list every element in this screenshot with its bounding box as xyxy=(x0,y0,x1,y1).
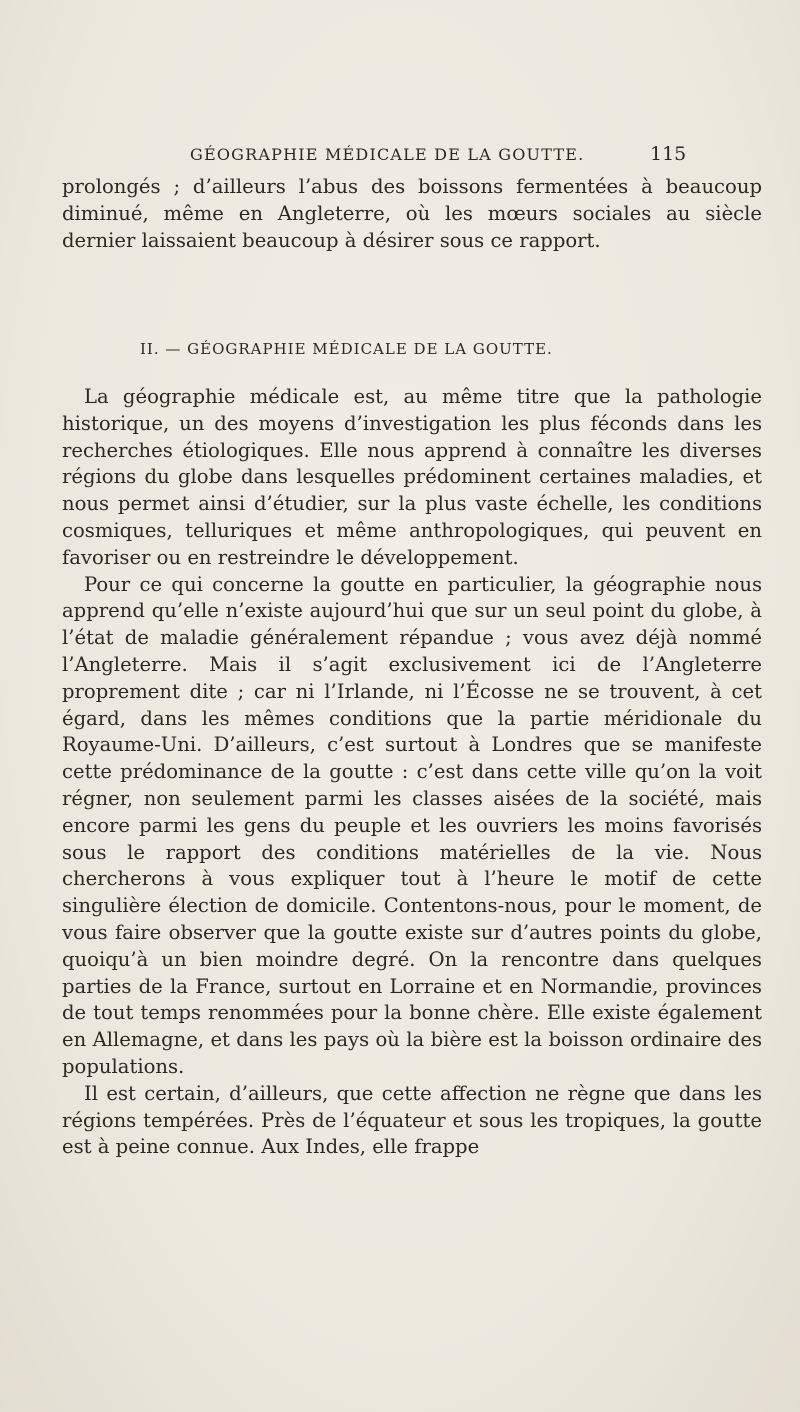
section-heading: II. — GÉOGRAPHIE MÉDICALE DE LA GOUTTE. xyxy=(140,340,553,358)
paragraph-3: Il est certain, d’ailleurs, que cette affection ne règne que dans les régions tempérées. Près de l’équateur et sous les tropiques, la goutte est à peine connue. Aux Indes, elle frappe xyxy=(62,1081,762,1159)
paragraph-1: La géographie médicale est, au même titre que la pathologie historique, un des moyens d’investigation les plus féconds dans les recherches étiologiques. Elle nous apprend à connaître les diverses régions du globe dans lesquelles prédominent certaines maladies, et nous permet ainsi d’étudier, sur la plus vaste échelle, les conditions cosmiques, telluriques et même anthropologiques, qui peuvent en favoriser ou en restreindre le développement. xyxy=(62,385,762,569)
running-title: GÉOGRAPHIE MÉDICALE DE LA GOUTTE. xyxy=(190,145,585,164)
continuation-paragraph: prolongés ; d’ailleurs l’abus des boissons fermentées à beaucoup diminué, même en Angleterre, où les mœurs sociales au siècle dernier laissaient beaucoup à désirer sous ce rapport. xyxy=(62,175,762,252)
text-block-body xyxy=(62,384,762,1161)
page-number: 115 xyxy=(650,143,687,165)
paragraph-2: Pour ce qui concerne la goutte en particulier, la géographie nous apprend qu’elle n’existe aujourd’hui que sur un seul point du globe, à l’état de maladie généralement répandue ; vous avez déjà nommé l’Angleterre. Mais il s’agit exclusivement ici de l’Angleterre proprement dite ; car ni l’Irlande, ni l’Écosse ne se trouvent, à cet égard, dans les mêmes conditions que la partie méridionale du Royaume-Uni. D’ailleurs, c’est surtout à Londres que se manifeste cette prédominance de la goutte : c’est dans cette ville qu’on la voit régner, non seulement parmi les classes aisées de la société, mais encore parmi les gens du peuple et les ouvriers les moins favorisés sous le rapport des conditions matérielles de la vie. Nous chercherons à vous expliquer tout à l’heure le motif de cette singulière élection de domicile. Contentons-nous, pour le moment, de vous faire observer que la goutte existe sur d’autres points du globe, quoiqu’à un bien moindre degré. On la rencontre dans quelques parties de la France, surtout en Lorraine et en Normandie, provinces de tout temps renommées pour la bonne chère. Elle existe également en Allemagne, et dans les pays où la bière est la boisson ordinaire des populations. xyxy=(62,572,762,1078)
text-block-top xyxy=(62,174,762,254)
